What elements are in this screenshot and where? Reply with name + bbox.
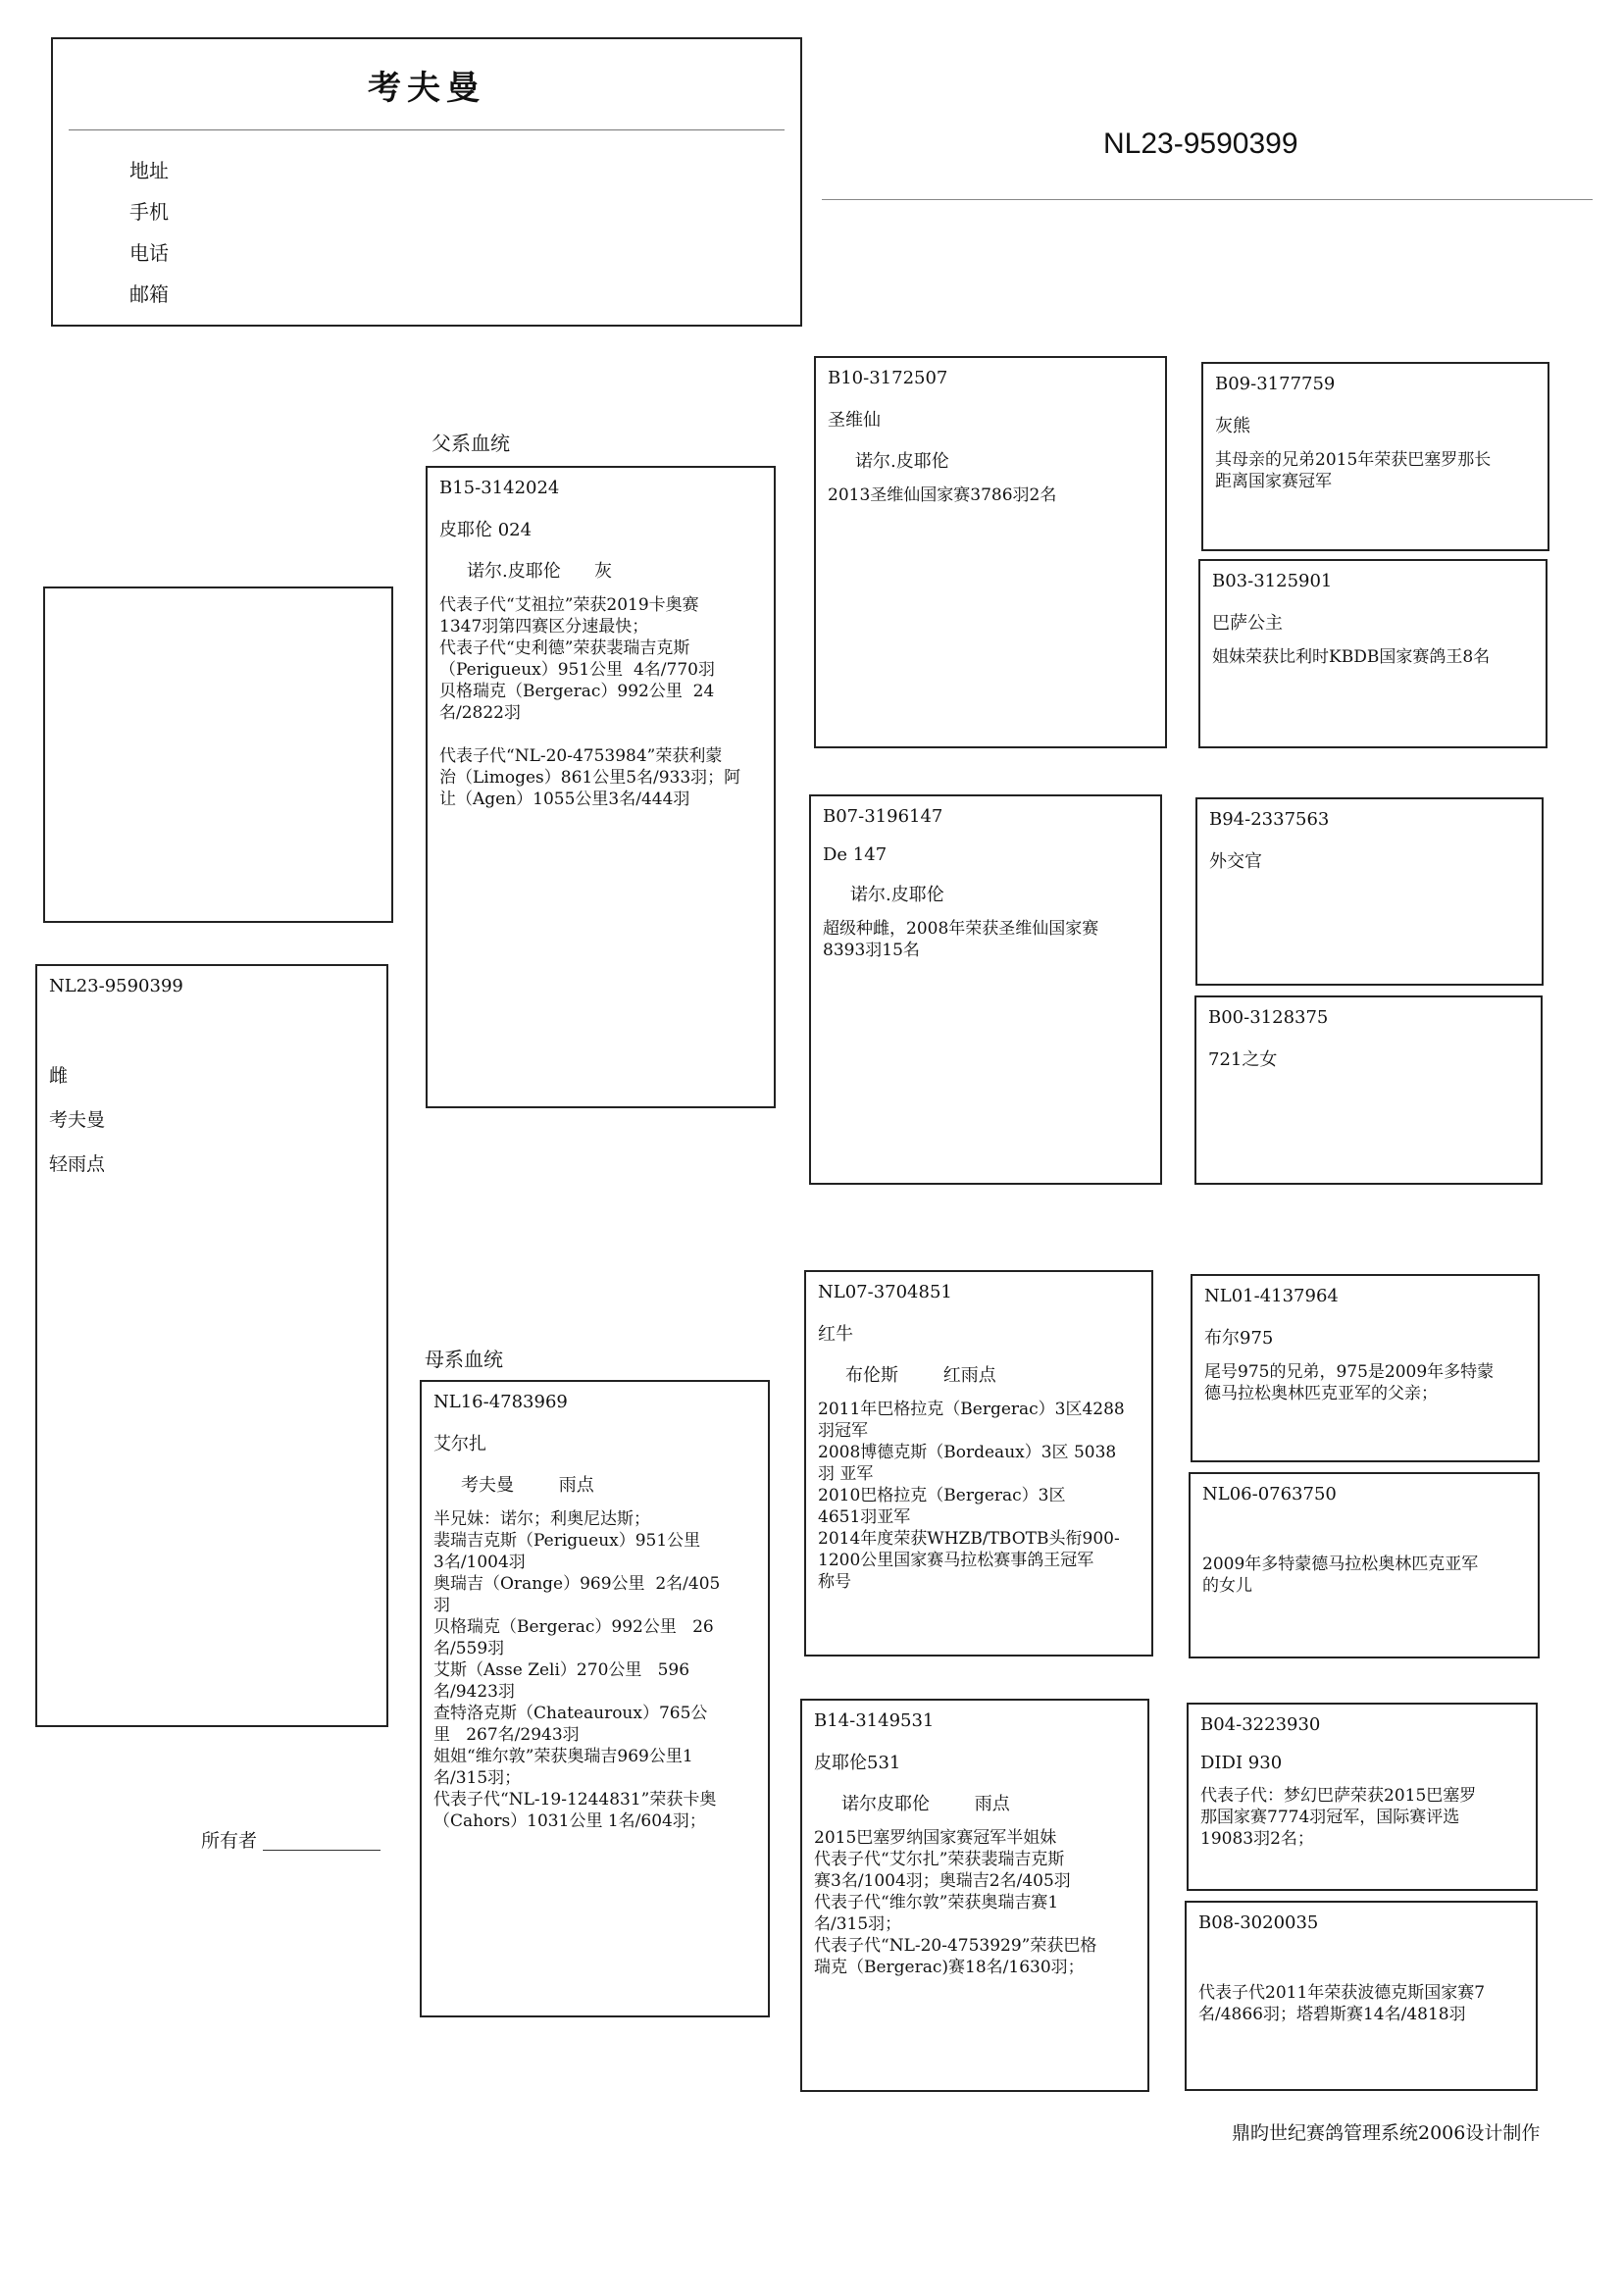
dam-sire-card [804,1270,1153,1657]
dss-notes: 尾号975的兄弟，975是2009年多特蒙 德马拉松奥林匹克亚军的父亲； [1204,1362,1495,1403]
ddd-card [1185,1901,1538,2091]
sss-notes: 其母亲的兄弟2015年荣获巴塞罗那长 距离国家赛冠军 [1215,450,1492,491]
ddd-notes: 代表子代2011年荣获波德克斯国家赛7 名/4866羽；塔碧斯赛14名/4818羽 [1198,1983,1486,2024]
sds-card [1195,797,1544,986]
dss-ring: NL01-4137964 [1204,1286,1339,1306]
ssd-notes: 姐妹荣获比利时KBDB国家赛鸽王8名 [1212,647,1491,667]
main-ring-number: NL23-9590399 [1103,127,1298,160]
dsd-card [1189,1472,1540,1658]
sire-sire-breeder: 诺尔.皮耶伦 [855,451,949,472]
dsd-notes: 2009年多特蒙德马拉松奥林匹克亚军 的女儿 [1202,1555,1479,1596]
dam-dam-ring: B14-3149531 [814,1710,935,1731]
dds-ring: B04-3223930 [1200,1714,1321,1735]
sdd-card [1194,995,1543,1185]
sire-dam-breeder: 诺尔.皮耶伦 [850,885,944,905]
dam-name: 艾尔扎 [433,1434,486,1454]
sss-ring: B09-3177759 [1215,374,1336,394]
dam-notes: 半兄妹：诺尔；利奥尼达斯； 裴瑞吉克斯（Perigueux）951公里 3名/1004羽 奥瑞吉（Orange）969公里 2名/405 羽 贝格瑞克（Bergerac）992公里 26 名/559羽 艾斯（Asse Zeli）270公里 596 名/9423羽 查特洛克斯（Chateauroux）765公 里 267名/2943羽 姐姐“维尔敦”荣获奥瑞吉969公里1 名/315羽； 代表子代“NL-19-1244831”荣获卡奥 （Cahors）1031公里 1名/604羽； [433,1509,721,1831]
dam-sire-name: 红牛 [818,1324,853,1345]
sss-card [1201,362,1549,551]
footer-credit: 鼎昀世纪赛鸽管理系统2006设计制作 [1232,2122,1541,2144]
ring-number-underline [822,199,1593,200]
sdd-name: 721之女 [1208,1049,1278,1070]
dsd-ring: NL06-0763750 [1202,1484,1337,1504]
dam-sire-ring: NL07-3704851 [818,1282,952,1302]
sdd-ring: B00-3128375 [1208,1007,1329,1028]
dss-card [1191,1274,1540,1462]
subject-ring: NL23-9590399 [49,976,183,996]
dam-sire-breeder-color: 布伦斯 红雨点 [845,1365,996,1386]
sire-dam-ring: B07-3196147 [823,806,943,827]
owner-name: 考夫曼 [368,69,485,108]
sire-sire-name: 圣维仙 [828,410,881,431]
sire-name: 皮耶伦 024 [439,520,533,540]
ddd-ring: B08-3020035 [1198,1912,1319,1933]
mobile-label: 手机 [129,200,169,224]
dam-ring: NL16-4783969 [433,1392,568,1412]
photo-frame [43,586,393,923]
sire-sire-card [814,356,1167,748]
ssd-card [1198,559,1548,748]
dam-sire-notes: 2011年巴格拉克（Bergerac）3区4288 羽冠军 2008博德克斯（Bordeaux）3区 5038 羽 亚军 2010巴格拉克（Bergerac）3区 4651羽亚军 2014年度荣获WHZB/TBOTB头衔900- 1200公里国家赛马拉松赛事鸽王冠军 称号 [818,1400,1125,1592]
owner-signature-line [263,1850,381,1851]
dam-breeder-color: 考夫曼 雨点 [461,1475,594,1496]
dam-dam-notes: 2015巴塞罗纳国家赛冠军半姐妹 代表子代“艾尔扎”荣获裴瑞吉克斯 赛3名/1004羽；奥瑞吉2名/405羽 代表子代“维尔敦”荣获奥瑞吉赛1 名/315羽； 代表子代“NL-20-4753929”荣获巴格 瑞克（Bergerac)赛18名/1630羽； [814,1828,1097,1977]
header-divider [69,129,785,130]
sire-breeder-color: 诺尔.皮耶伦 灰 [467,561,613,582]
sire-sire-ring: B10-3172507 [828,368,948,388]
sire-dam-notes: 超级种雌，2008年荣获圣维仙国家赛 8393羽15名 [823,919,1099,960]
dam-dam-name: 皮耶伦531 [814,1753,901,1773]
dss-name: 布尔975 [1204,1328,1274,1349]
dds-notes: 代表子代：梦幻巴萨荣获2015巴塞罗 那国家赛7774羽冠军，国际赛评选 19083羽2名； [1200,1786,1477,1849]
dam-line-label: 母系血统 [425,1348,503,1371]
ssd-name: 巴萨公主 [1212,613,1283,634]
sds-ring: B94-2337563 [1209,809,1330,830]
sire-dam-name: De 147 [823,844,888,865]
dds-card [1187,1703,1538,1891]
subject-color: 轻雨点 [49,1153,106,1175]
address-label: 地址 [129,159,169,182]
sire-line-label: 父系血统 [431,432,510,455]
sds-name: 外交官 [1209,851,1262,872]
subject-sex: 雌 [49,1065,69,1087]
sire-sire-notes: 2013圣维仙国家赛3786羽2名 [828,485,1057,505]
dam-dam-breeder-color: 诺尔皮耶伦 雨点 [841,1794,1010,1814]
dam-dam-card [800,1699,1149,2092]
email-label: 邮箱 [129,282,169,306]
phone-label: 电话 [129,241,169,265]
owner-label: 所有者 [201,1830,258,1852]
sire-ring: B15-3142024 [439,478,560,498]
sire-card [426,466,776,1108]
sss-name: 灰熊 [1215,416,1250,436]
subject-bird-card [35,964,388,1727]
ssd-ring: B03-3125901 [1212,571,1333,591]
dds-name: DIDI 930 [1200,1753,1283,1773]
dam-card [420,1380,770,2017]
sire-notes: 代表子代“艾祖拉”荣获2019卡奥赛 1347羽第四赛区分速最快； 代表子代“史利德”荣获裴瑞吉克斯 （Perigueux）951公里 4名/770羽 贝格瑞克（Bergerac）992公里 24 名/2822羽 代表子代“NL-20-4753984”荣获利蒙 治（Limoges）861公里5名/933羽；阿 让（Agen）1055公里3名/444羽 [439,595,741,809]
sire-dam-card [809,794,1162,1185]
owner-header-box [51,37,802,327]
subject-breeder: 考夫曼 [49,1109,106,1131]
